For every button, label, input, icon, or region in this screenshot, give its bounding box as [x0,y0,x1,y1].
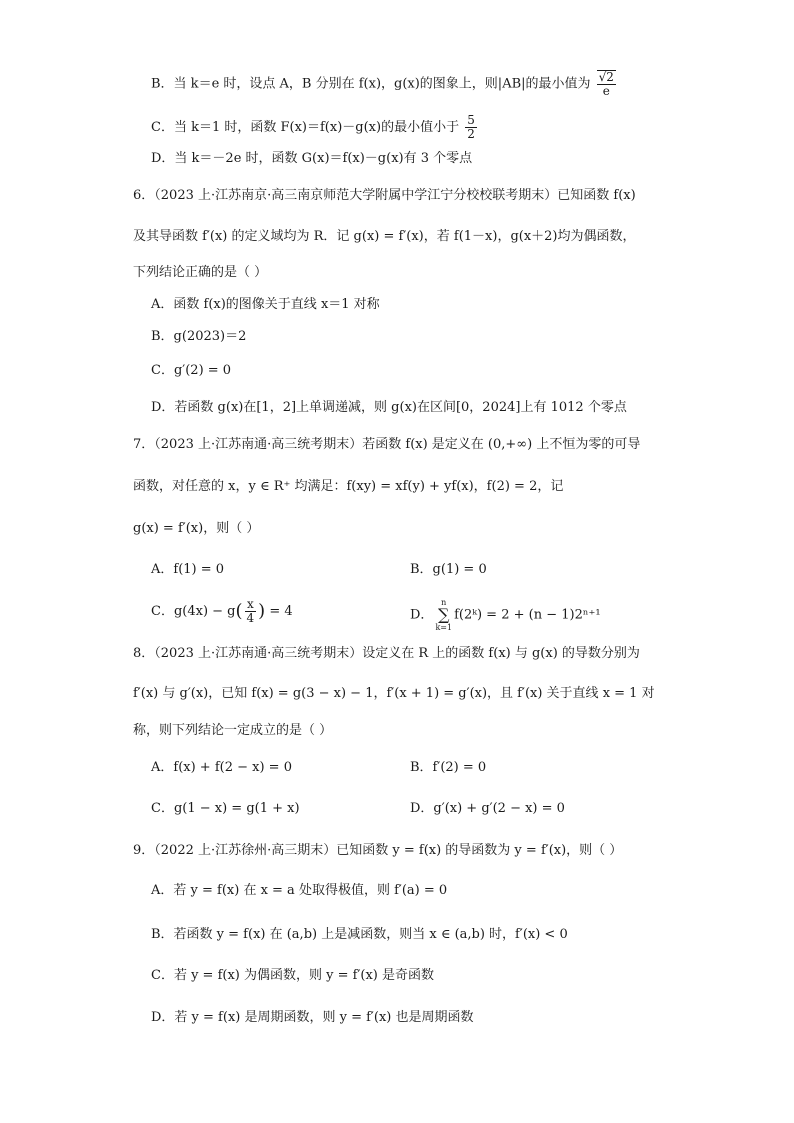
q7-option-c-rhs: = 4 [269,604,293,619]
q9-option-b: B．若函数 y = f(x) 在 (a,b) 上是减函数，则当 x ∈ (a,b) 时，f′(x) < 0 [151,927,568,942]
q6-option-a: A．函数 f(x)的图像关于直线 x＝1 对称 [151,297,380,312]
summation-symbol: n ∑ k=1 [435,598,453,632]
q8-stem-line-1: 8．（2023 上·江苏南通·高三统考期末）设定义在 R 上的函数 f(x) 与 g(x) 的导数分别为 [133,646,640,661]
q5-option-c [151,114,479,141]
q8-option-b: B．f′(2) = 0 [410,760,487,775]
q8-option-a: A．f(x) + f(2 − x) = 0 [151,760,292,775]
q7-option-c-lhs: C．g(4x) − g [151,604,236,619]
q6-option-d: D．若函数 g(x)在[1，2]上单调递减，则 g(x)在区间[0，2024]上有 1012 个零点 [151,400,627,415]
q7-stem-line-1: 7．（2023 上·江苏南通·高三统考期末）若函数 f(x) 是定义在 (0,+∞) 上不恒为零的可导 [133,437,641,452]
q6-stem-line-3: 下列结论正确的是（ ） [133,265,268,280]
q5-option-b-text: B．当 k＝e 时，设点 A，B 分别在 f(x)，g(x)的图象上，则|AB|的最小值为 [151,76,591,92]
q7-stem-line-2: 函数，对任意的 x，y ∈ R⁺ 均满足：f(xy) = xf(y) + yf(x)，f(2) = 2，记 [133,479,564,494]
q6-option-b: B．g(2023)＝2 [151,329,247,344]
q8-option-c: C．g(1 − x) = g(1 + x) [151,801,300,816]
q5-option-d: D．当 k＝－2e 时，函数 G(x)＝f(x)－g(x)有 3 个零点 [151,151,473,166]
q9-option-c: C．若 y = f(x) 为偶函数，则 y = f′(x) 是奇函数 [151,968,435,983]
q6-stem-line-1: 6．（2023 上·江苏南京·高三南京师范大学附属中学江宁分校校联考期末）已知函数 f(x) [133,188,636,203]
q6-option-c: C．g′(2) = 0 [151,363,232,378]
q7-option-b: B．g(1) = 0 [410,562,487,577]
q9-option-a: A．若 y = f(x) 在 x = a 处取得极值，则 f′(a) = 0 [151,883,448,898]
q5-option-c-fraction: $\frac{5}{2}$ [467,113,475,141]
q9-stem-line-1: 9．（2022 上·江苏徐州·高三期末）已知函数 y = f(x) 的导函数为 y = f′(x)，则（ ） [133,843,623,858]
q7-option-d-expression: f(2ᵏ) = 2 + (n − 1)2ⁿ⁺¹ [454,607,601,623]
q9-option-d: D．若 y = f(x) 是周期函数，则 y = f′(x) 也是周期函数 [151,1010,474,1025]
q5-option-b-fraction: $\frac{√2}{e}$ [598,70,614,98]
q7-option-d: D．n ∑ k=1f(2ᵏ) = 2 + (n − 1)2ⁿ⁺¹ [410,598,601,632]
q7-option-a: A．f(1) = 0 [151,562,225,577]
q6-stem-line-2: 及其导函数 f′(x) 的定义域均为 R．记 g(x) = f′(x)，若 f(1－x)，g(x＋2)均为偶函数， [133,229,636,244]
q8-stem-line-3: 称，则下列结论一定成立的是（ ） [133,723,333,738]
q7-stem-line-3: g(x) = f′(x)，则（ ） [133,521,260,536]
q8-option-d: D．g′(x) + g′(2 − x) = 0 [410,801,565,816]
q5-option-b [151,70,618,98]
q8-stem-line-2: f′(x) 与 g′(x)，已知 f(x) = g(3 − x) − 1，f′(x + 1) = g′(x)，且 f′(x) 关于直线 x = 1 对 [133,686,655,701]
q7-option-c: C．g(4x) − g( $\frac{x}{4}$ ) = 4 [151,597,293,625]
q7-option-c-fraction: $\frac{x}{4}$ [246,597,255,625]
q5-option-c-text: C．当 k＝1 时，函数 F(x)＝f(x)－g(x)的最小值小于 [151,120,460,135]
